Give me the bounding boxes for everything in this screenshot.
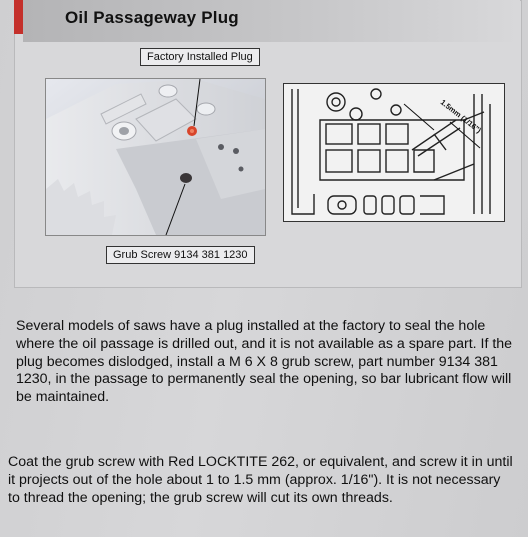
- paragraph-installation: Coat the grub screw with Red LOCKTITE 262, or equivalent, and screw it in until it projects out of the hole about 1 to 1.5 mm (approx. 1/16"). It is not necessary to thread the opening; the grub screw will cut its own threads.: [8, 454, 513, 506]
- callout-factory-plug: Factory Installed Plug: [140, 48, 260, 66]
- figure-title: Oil Passageway Plug: [65, 8, 239, 27]
- housing-photo: [45, 78, 266, 236]
- callout-grub-screw: Grub Screw 9134 381 1230: [106, 246, 255, 264]
- accent-bar: [14, 0, 23, 34]
- dimension-label: 1.5mm (1/16"): [438, 97, 483, 135]
- paragraph-plug-description: Several models of saws have a plug installed at the factory to seal the hole where the oil passage is drilled out, and it is not available as a spare part. If the plug becomes dislodged, install a M 6 X 8 grub screw, part number 9134 381 1230, in the passage to permanently seal the opening, so bar lubricant flow will be maintained.: [16, 318, 513, 406]
- section-drawing: [283, 83, 505, 222]
